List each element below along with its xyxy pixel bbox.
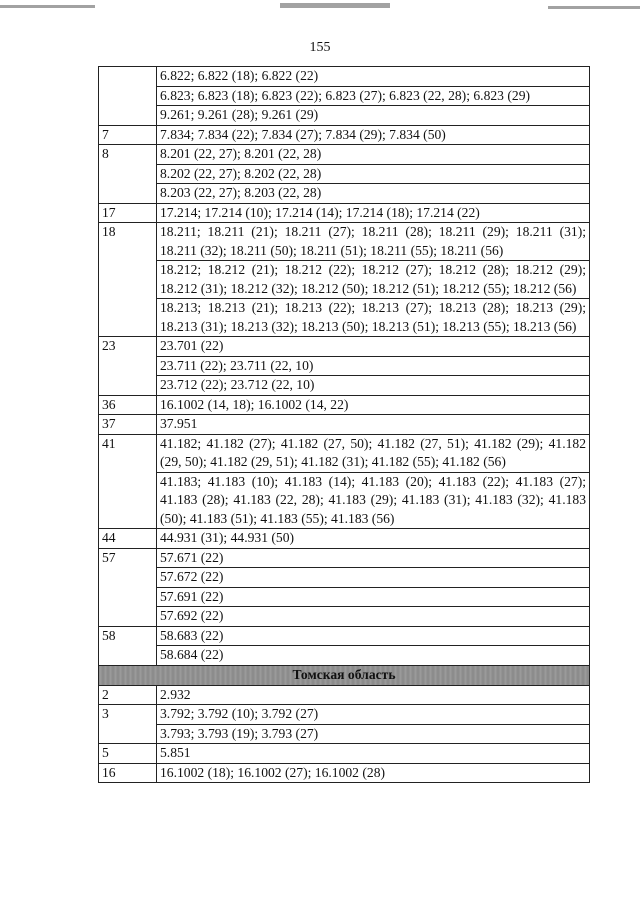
page-number: 155 [309,40,331,55]
table-row [99,376,590,396]
region-section [99,665,590,685]
row-number: 36 [99,395,157,415]
row-codes: 8.203 (22, 27); 8.203 (22, 28) [157,184,590,204]
table-row [99,395,590,415]
region-table-body [99,685,590,783]
region-header-row [99,665,590,685]
table-row [99,744,590,764]
table-row [99,299,590,337]
row-codes: 9.261; 9.261 (28); 9.261 (29) [157,106,590,126]
table-row [99,106,590,126]
row-codes: 3.793; 3.793 (19); 3.793 (27) [157,724,590,744]
row-codes: 2.932 [157,685,590,705]
table-row [99,472,590,529]
table-row [99,337,590,357]
region-header-cell [99,665,590,685]
table-row [99,125,590,145]
row-codes: 41.183; 41.183 (10); 41.183 (14); 41.183 (20); 41.183 (22); 41.183 (27); 41.183 (28); 41.183 (22, 28); 41.183 (29); 41.183 (31); 41.183 (32); 41.183 (50); 41.183 (51); 41.183 (55); 41.183 (56) [157,472,590,529]
table-row [99,86,590,106]
row-number: 3 [99,705,157,744]
region-title: Томская область [292,666,396,682]
row-number [99,67,157,126]
row-number: 57 [99,548,157,626]
table-body [99,67,590,666]
row-codes: 5.851 [157,744,590,764]
row-number: 17 [99,203,157,223]
row-codes: 23.712 (22); 23.712 (22, 10) [157,376,590,396]
row-number: 44 [99,529,157,549]
row-codes: 41.182; 41.182 (27); 41.182 (27, 50); 41.182 (27, 51); 41.182 (29); 41.182 (29, 50); 41.182 (29, 51); 41.182 (31); 41.182 (55); 41.182 (56) [157,434,590,472]
table-row [99,415,590,435]
row-codes: 18.213; 18.213 (21); 18.213 (22); 18.213 (27); 18.213 (28); 18.213 (29); 18.213 (31); 18.213 (32); 18.213 (50); 18.213 (51); 18.213 (55); 18.213 (56) [157,299,590,337]
row-codes: 6.822; 6.822 (18); 6.822 (22) [157,67,590,87]
table-row [99,568,590,588]
row-codes: 58.684 (22) [157,646,590,666]
row-number: 58 [99,626,157,665]
row-number: 5 [99,744,157,764]
row-codes: 18.211; 18.211 (21); 18.211 (27); 18.211 (28); 18.211 (29); 18.211 (31); 18.211 (32); 18.211 (50); 18.211 (51); 18.211 (55); 18.211 (56) [157,223,590,261]
row-number: 37 [99,415,157,435]
row-codes: 17.214; 17.214 (10); 17.214 (14); 17.214 (18); 17.214 (22) [157,203,590,223]
row-codes: 44.931 (31); 44.931 (50) [157,529,590,549]
table-row [99,145,590,165]
row-codes: 6.823; 6.823 (18); 6.823 (22); 6.823 (27); 6.823 (22, 28); 6.823 (29) [157,86,590,106]
row-codes: 16.1002 (18); 16.1002 (27); 16.1002 (28) [157,763,590,783]
table-row [99,67,590,87]
row-number: 7 [99,125,157,145]
table-row [99,724,590,744]
row-codes: 23.701 (22) [157,337,590,357]
table-row [99,434,590,472]
codes-table [98,66,590,783]
row-codes: 58.683 (22) [157,626,590,646]
row-number: 23 [99,337,157,396]
scan-artifacts [0,0,640,14]
row-codes: 8.201 (22, 27); 8.201 (22, 28) [157,145,590,165]
row-number: 18 [99,223,157,337]
table-row [99,626,590,646]
table-row [99,705,590,725]
table-row [99,646,590,666]
row-codes: 57.692 (22) [157,607,590,627]
row-codes: 16.1002 (14, 18); 16.1002 (14, 22) [157,395,590,415]
table-row [99,203,590,223]
row-number: 2 [99,685,157,705]
row-number: 41 [99,434,157,529]
row-codes: 23.711 (22); 23.711 (22, 10) [157,356,590,376]
row-codes: 57.672 (22) [157,568,590,588]
row-codes: 57.671 (22) [157,548,590,568]
row-codes: 3.792; 3.792 (10); 3.792 (27) [157,705,590,725]
row-codes: 37.951 [157,415,590,435]
table-row [99,607,590,627]
table-row [99,356,590,376]
row-codes: 8.202 (22, 27); 8.202 (22, 28) [157,164,590,184]
table-row [99,548,590,568]
table-row [99,685,590,705]
table-row [99,223,590,261]
row-number: 8 [99,145,157,204]
row-codes: 7.834; 7.834 (22); 7.834 (27); 7.834 (29); 7.834 (50) [157,125,590,145]
table-row [99,763,590,783]
row-codes: 57.691 (22) [157,587,590,607]
row-codes: 18.212; 18.212 (21); 18.212 (22); 18.212 (27); 18.212 (28); 18.212 (29); 18.212 (31); 18.212 (32); 18.212 (50); 18.212 (51); 18.212 (55); 18.212 (56) [157,261,590,299]
table-row [99,529,590,549]
table-row [99,164,590,184]
table-row [99,587,590,607]
row-number: 16 [99,763,157,783]
table-row [99,261,590,299]
table-row [99,184,590,204]
